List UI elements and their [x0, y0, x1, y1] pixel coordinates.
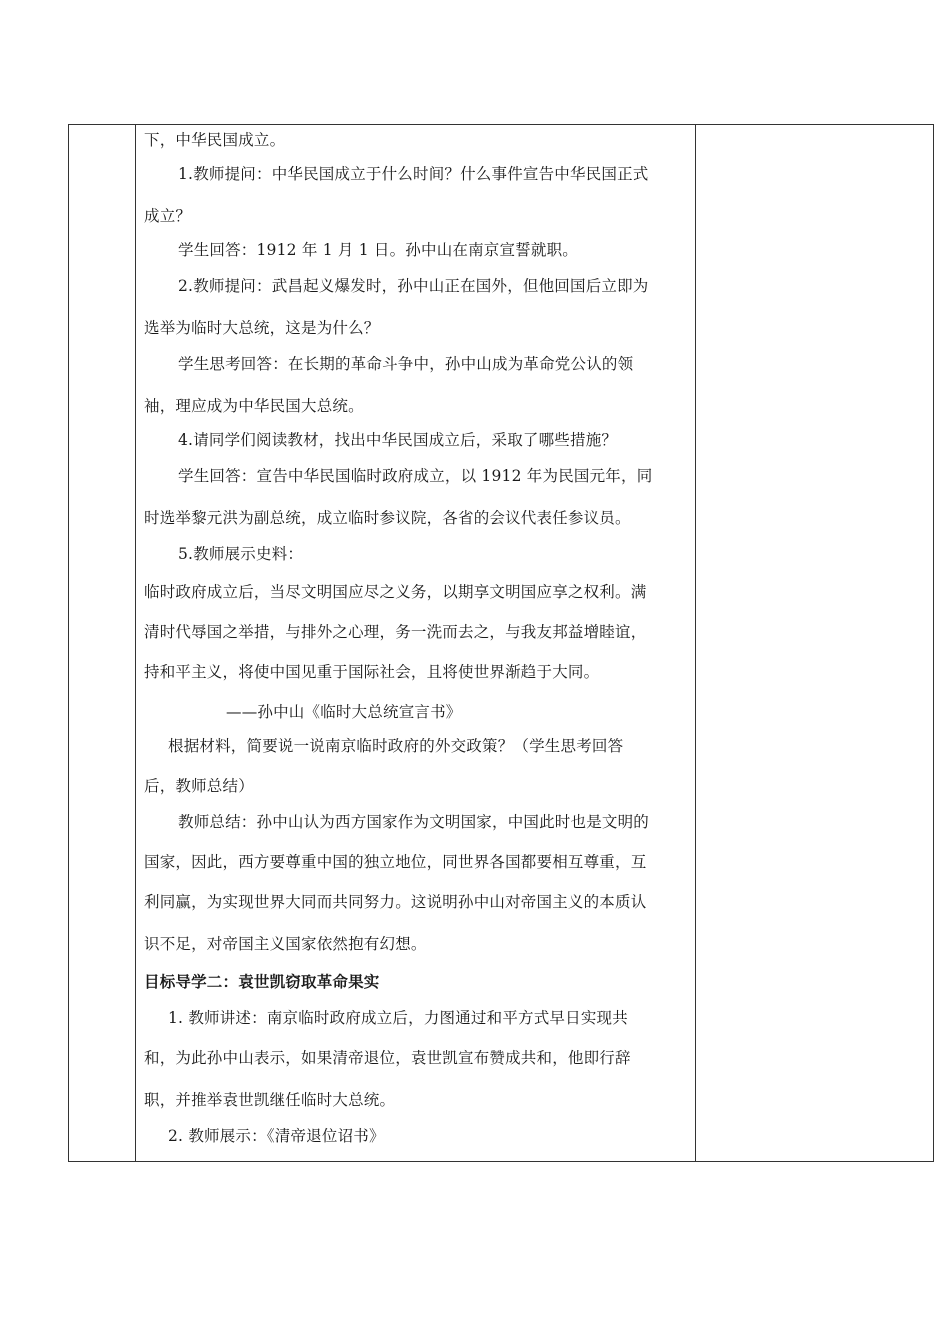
text-line: 利同赢，为实现世界大同而共同努力。这说明孙中山对帝国主义的本质认	[144, 893, 647, 911]
text-line: 职，并推举袁世凯继任临时大总统。	[144, 1091, 396, 1109]
table-column-divider-right	[695, 125, 696, 1161]
text-line: 教师总结：孙中山认为西方国家作为文明国家，中国此时也是文明的	[178, 813, 650, 831]
text-line: 2.教师提问：武昌起义爆发时，孙中山正在国外，但他回国后立即为	[178, 277, 649, 295]
text-line: 成立？	[144, 207, 192, 225]
text-line: 下，中华民国成立。	[144, 131, 286, 149]
text-line: 学生回答：宣告中华民国临时政府成立，以 1912 年为民国元年，同	[178, 467, 653, 485]
text-line: 时选举黎元洪为副总统，成立临时参议院，各省的会议代表任参议员。	[144, 509, 631, 527]
quote-line: 临时政府成立后，当尽文明国应尽之义务，以期享文明国应享之权利。满	[144, 583, 647, 601]
quote-line: 持和平主义，将使中国见重于国际社会，且将使世界渐趋于大同。	[144, 663, 600, 681]
text-line: 4.请同学们阅读教材，找出中华民国成立后，采取了哪些措施？	[178, 431, 618, 449]
table-column-divider-left	[135, 125, 136, 1161]
text-line: 学生回答：1912 年 1 月 1 日。孙中山在南京宣誓就职。	[178, 241, 579, 259]
text-line: 1.教师提问：中华民国成立于什么时间？什么事件宣告中华民国正式	[178, 165, 649, 183]
text-line: 识不足，对帝国主义国家依然抱有幻想。	[144, 935, 427, 953]
quote-line: 清时代辱国之举措，与排外之心理，务一洗而去之，与我友邦益增睦谊，	[144, 623, 647, 641]
text-line: 5.教师展示史料：	[178, 545, 304, 563]
quote-attribution: ——孙中山《临时大总统宣言书》	[226, 703, 462, 721]
text-line: 学生思考回答：在长期的革命斗争中，孙中山成为革命党公认的领	[178, 355, 634, 373]
text-line: 2. 教师展示：《清帝退位诏书》	[168, 1127, 385, 1145]
text-line: 后，教师总结）	[144, 777, 254, 795]
section-heading: 目标导学二：袁世凯窃取革命果实	[144, 973, 380, 991]
text-line: 袖，理应成为中华民国大总统。	[144, 397, 364, 415]
text-line: 国家，因此，西方要尊重中国的独立地位，同世界各国都要相互尊重，互	[144, 853, 647, 871]
text-line: 选举为临时大总统，这是为什么？	[144, 319, 380, 337]
text-line: 1. 教师讲述：南京临时政府成立后，力图通过和平方式早日实现共	[168, 1009, 628, 1027]
text-line: 和，为此孙中山表示，如果清帝退位，袁世凯宣布赞成共和，他即行辞	[144, 1049, 631, 1067]
text-line: 根据材料，简要说一说南京临时政府的外交政策？（学生思考回答	[168, 737, 624, 755]
